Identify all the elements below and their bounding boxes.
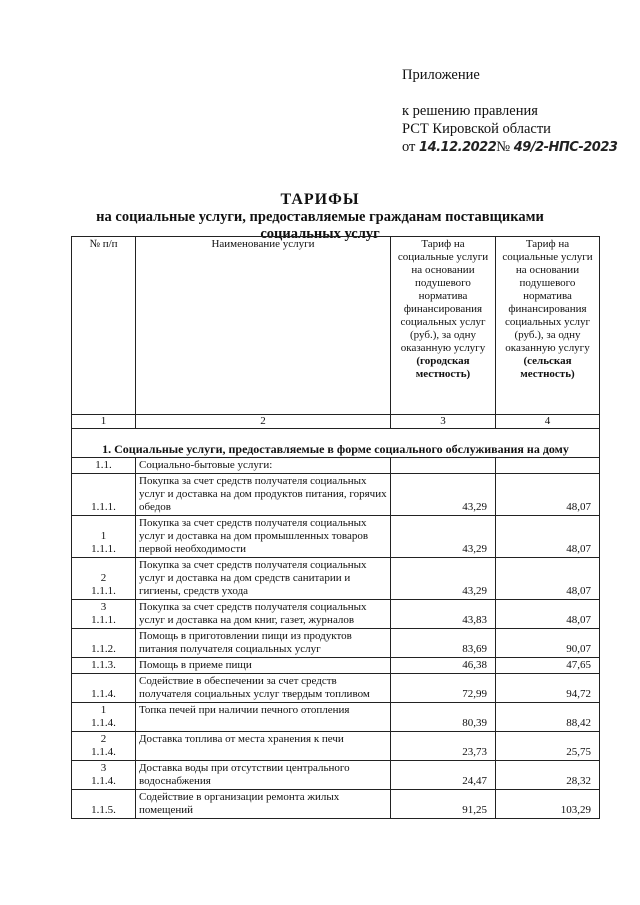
col-number: 2 <box>136 415 391 429</box>
table-row <box>72 516 600 558</box>
decision-line: к решению правления <box>402 103 538 119</box>
spacer-row <box>72 429 600 444</box>
cell-rural: 103,29 <box>496 790 600 819</box>
cell-name: Покупка за счет средств получателя социальных услуг и доставка на дом промышленных товаров первой необходимости <box>136 516 391 558</box>
cell-name: Социально-бытовые услуги: <box>136 458 391 474</box>
cell-rural: 88,42 <box>496 703 600 732</box>
cell-code: 1.1.3. <box>72 658 136 674</box>
cell-code: 1.1. <box>72 458 136 474</box>
header-city <box>391 237 496 415</box>
header-city-text: Тариф на социальные услуги на основании подушевого норматива финансирования социальных услуг (руб.), за одну оказанную услугу <box>397 238 489 354</box>
cell-city: 24,47 <box>391 761 496 790</box>
table-row <box>72 600 600 629</box>
cell-city: 91,25 <box>391 790 496 819</box>
cell-code: 1.1.4. <box>72 674 136 703</box>
cell-rural: 47,65 <box>496 658 600 674</box>
cell-code: 1.1.5. <box>72 790 136 819</box>
cell-name: Доставка воды при отсутствии центрального водоснабжения <box>136 761 391 790</box>
cell-name: Покупка за счет средств получателя социальных услуг и доставка на дом средств санитарии и гигиены, средств ухода <box>136 558 391 600</box>
col-number: 1 <box>72 415 136 429</box>
cell-city: 23,73 <box>391 732 496 761</box>
cell-code: 1.1.1. <box>72 474 136 516</box>
header-rural-text: Тариф на социальные услуги на основании подушевого норматива финансирования социальных услуг (руб.), за одну оказанную услугу <box>502 238 593 354</box>
cell-name: Топка печей при наличии печного отопления <box>136 703 391 732</box>
cell-city: 43,29 <box>391 558 496 600</box>
cell-rural: 48,07 <box>496 516 600 558</box>
header-city-bold: (городская местность) <box>415 355 471 380</box>
date-number-line <box>402 138 617 157</box>
table-row <box>72 790 600 819</box>
appendix-block <box>402 66 617 157</box>
cell-code: 1.1.2. <box>72 629 136 658</box>
section-title: 1. Социальные услуги, предоставляемые в форме социального обслуживания на дому <box>72 443 600 458</box>
section-row <box>72 443 600 458</box>
table-row <box>72 458 600 474</box>
cell-name: Доставка топлива от места хранения к печи <box>136 732 391 761</box>
appendix-label: Приложение <box>402 67 480 83</box>
cell-code: 1 1.1.1. <box>72 516 136 558</box>
table-row <box>72 474 600 516</box>
col-number: 3 <box>391 415 496 429</box>
cell-code: 3 1.1.4. <box>72 761 136 790</box>
cell-code: 2 1.1.4. <box>72 732 136 761</box>
cell-name: Помощь в приготовлении пищи из продуктов питания получателя социальных услуг <box>136 629 391 658</box>
cell-rural: 48,07 <box>496 600 600 629</box>
cell-city: 72,99 <box>391 674 496 703</box>
cell-rural: 48,07 <box>496 558 600 600</box>
table-row <box>72 761 600 790</box>
number-sign: № <box>496 139 511 155</box>
from-prefix: от <box>402 139 416 155</box>
cell-name: Покупка за счет средств получателя социальных услуг и доставка на дом продуктов питания, горячих обедов <box>136 474 391 516</box>
column-number-row <box>72 415 600 429</box>
table-header-row <box>72 237 600 415</box>
table-row <box>72 703 600 732</box>
cell-city: 43,29 <box>391 516 496 558</box>
cell-rural: 48,07 <box>496 474 600 516</box>
col-number: 4 <box>496 415 600 429</box>
cell-city: 43,83 <box>391 600 496 629</box>
cell-city: 80,39 <box>391 703 496 732</box>
title-line2: на социальные услуги, предоставляемые гражданам поставщиками <box>96 209 544 225</box>
table-row <box>72 674 600 703</box>
cell-name: Покупка за счет средств получателя социальных услуг и доставка на дом книг, газет, журналов <box>136 600 391 629</box>
table-row <box>72 732 600 761</box>
cell-code: 1 1.1.4. <box>72 703 136 732</box>
cell-rural: 90,07 <box>496 629 600 658</box>
cell-rural: 28,32 <box>496 761 600 790</box>
table-row <box>72 629 600 658</box>
title-main: ТАРИФЫ <box>280 191 360 208</box>
cell-name: Содействие в обеспечении за счет средств получателя социальных услуг твердым топливом <box>136 674 391 703</box>
title-line3: социальных услуг <box>260 226 380 242</box>
tariff-table <box>71 236 600 819</box>
cell-rural: 25,75 <box>496 732 600 761</box>
cell-city <box>391 458 496 474</box>
cell-city: 83,69 <box>391 629 496 658</box>
handwritten-date: 14.12.2022 <box>419 140 497 155</box>
table-row <box>72 558 600 600</box>
table-row <box>72 658 600 674</box>
cell-rural: 94,72 <box>496 674 600 703</box>
cell-name: Содействие в организации ремонта жилых помещений <box>136 790 391 819</box>
cell-code: 2 1.1.1. <box>72 558 136 600</box>
cell-city: 43,29 <box>391 474 496 516</box>
cell-city: 46,38 <box>391 658 496 674</box>
handwritten-number: 49/2-НПС-2023 <box>513 140 618 155</box>
header-name: Наименование услуги <box>136 237 391 415</box>
header-rural <box>496 237 600 415</box>
cell-code: 3 1.1.1. <box>72 600 136 629</box>
header-rural-bold: (сельская местность) <box>520 355 575 380</box>
header-num: № п/п <box>72 237 136 415</box>
cell-rural <box>496 458 600 474</box>
org-line: РСТ Кировской области <box>402 121 551 137</box>
cell-name: Помощь в приеме пищи <box>136 658 391 674</box>
